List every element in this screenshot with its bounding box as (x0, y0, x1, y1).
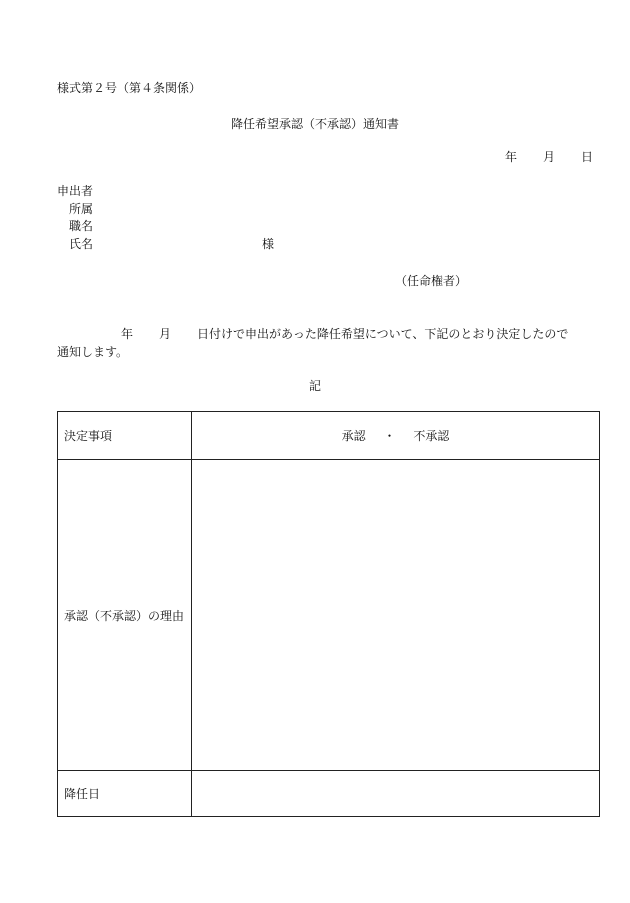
reason-row (58, 460, 600, 771)
date-day-label: 日 (581, 150, 594, 164)
demotion-date-label: 降任日 (58, 771, 192, 817)
affiliation-label: 所属 (69, 202, 94, 216)
decision-separator: ・ (383, 429, 396, 443)
form-number: 様式第２号（第４条関係） (57, 81, 202, 95)
demotion-date-value (192, 771, 600, 817)
decision-approve: 承認 (341, 429, 366, 443)
ki-heading: 記 (308, 379, 321, 393)
body-month-label: 月 (159, 327, 172, 341)
body-year-label: 年 (121, 327, 134, 341)
decision-reject: 不承認 (413, 429, 450, 443)
decision-table (57, 411, 600, 817)
reason-value (192, 460, 600, 771)
reason-label: 承認（不承認）の理由 (58, 460, 192, 771)
appointing-authority: （任命権者） (395, 274, 468, 288)
decision-label: 決定事項 (58, 412, 192, 460)
demotion-date-row (58, 771, 600, 817)
decision-row (58, 412, 600, 460)
honorific-label: 様 (262, 237, 275, 251)
decision-value (192, 412, 600, 460)
date-month-label: 月 (543, 150, 556, 164)
document-title: 降任希望承認（不承認）通知書 (230, 117, 399, 131)
body-line1-text: 日付けで申出があった降任希望について、下記のとおり決定したので (197, 327, 569, 341)
date-year-label: 年 (505, 150, 518, 164)
body-line2-text: 通知します。 (57, 345, 129, 359)
applicant-label: 申出者 (57, 184, 94, 198)
name-label: 氏名 (69, 237, 94, 251)
position-label: 職名 (69, 219, 94, 233)
